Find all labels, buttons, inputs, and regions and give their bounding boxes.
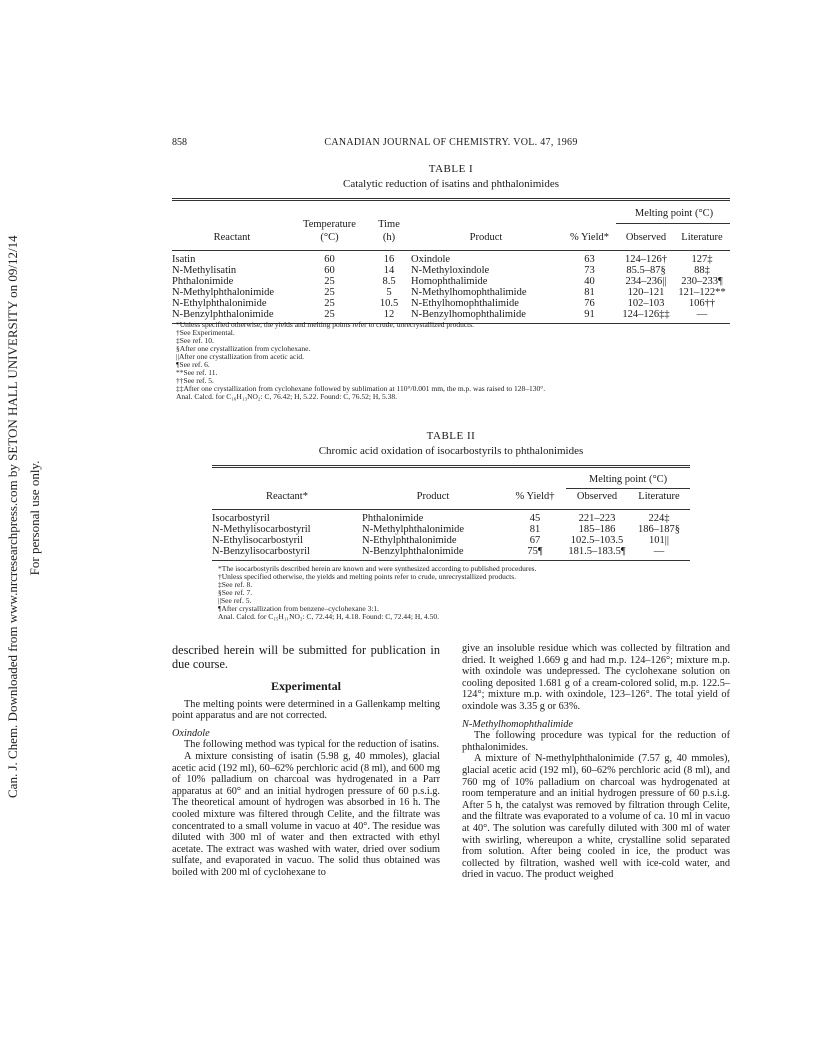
- journal-title: CANADIAN JOURNAL OF CHEMISTRY. VOL. 47, 1969: [324, 137, 578, 148]
- table1-footnote: Anal. Calcd. for C₁₆H₁₃NO₂: C, 76.42; H, 5.22. Found: C, 76.52; H, 5.38.: [176, 392, 397, 401]
- table1-cell-temp: 60: [324, 265, 335, 276]
- table2-footnote: ‡See ref. 8.: [218, 580, 253, 589]
- table1-cell-reactant: N-Methylisatin: [172, 265, 237, 276]
- table1-footnote: §After one crystallization from cyclohexane.: [176, 344, 311, 353]
- table1-row: [172, 298, 730, 309]
- table2-cell-yield: 67: [529, 535, 541, 546]
- table2-cell-yield: 75¶: [527, 546, 543, 557]
- table2-cell-observed: 185–186: [578, 524, 616, 535]
- oxindole-paragraph-2: A mixture consisting of isatin (5.98 g, 40 mmoles), glacial acetic acid (192 ml), 60–62% perchloric acid (8 ml), and 600 mg of 10% palladium on charcoal was hydrogenated in a Parr apparatus at 60° and an initial hydrogen pressure of 60 p.s.i.g. The theoretical amount of hydrogen was absorbed in 16 h. The cooled mixture was filtered through Celite, and the filtrate was concentrated to a small volume in vacuo at 40°. The residue was diluted with 300 ml of water and then extracted with ethyl acetate. The extract was washed with water, dried over sodium sulfate, and evaporated in vacuo. The solid thus obtained was boiled with 200 ml of cyclohexane to: [172, 750, 440, 878]
- table2-cell-reactant: N-Ethylisocarbostyril: [212, 535, 303, 546]
- table2: [212, 472, 690, 561]
- table2-footnote: ¶After crystallization from benzene–cyclohexane 3:1.: [218, 604, 380, 613]
- right-column: [462, 643, 730, 881]
- table1-cell-observed: 124–126†: [625, 254, 667, 265]
- table1-cell-yield: 63: [584, 254, 595, 265]
- table2-title-block: [172, 430, 730, 457]
- table2-cell-literature: 224‡: [648, 513, 670, 524]
- table1-footnote: **See ref. 11.: [176, 368, 218, 377]
- table1-caption: Catalytic reduction of isatins and phthalonimides: [343, 178, 559, 190]
- download-notice-line1: Can. J. Chem. Downloaded from www.nrcresearchpress.com by SETON HALL UNIVERSITY on 09/12/14: [5, 235, 20, 798]
- table2-header-literature: Literature: [638, 491, 680, 502]
- table1-row: [172, 276, 730, 287]
- table1-header-yield: % Yield*: [570, 232, 609, 243]
- table1-row: [172, 265, 730, 276]
- table2-cell-literature: 186–187§: [638, 524, 680, 535]
- table1-header-temperature-unit: (°C): [320, 232, 339, 243]
- table1-cell-yield: 73: [584, 265, 595, 276]
- table1-footnotes: [176, 321, 545, 401]
- table2-cell-yield: 81: [529, 524, 541, 535]
- table2-row: [212, 513, 690, 524]
- table1-cell-yield: 76: [584, 298, 595, 309]
- oxindole-heading: Oxindole: [172, 727, 210, 739]
- oxindole-paragraph-1: The following method was typical for the reduction of isatins.: [184, 739, 440, 751]
- table1-row: [172, 287, 730, 298]
- table1-cell-product: Oxindole: [411, 254, 451, 265]
- table2-footnote: *The isocarbostyrils described herein are known and were synthesized according to published procedures.: [218, 564, 537, 573]
- table2-cell-literature: 101||: [649, 535, 669, 546]
- table1-header-time: Time: [378, 219, 400, 230]
- table1-cell-product: N-Ethylhomophthalimide: [411, 298, 519, 309]
- table1-cell-temp: 25: [324, 298, 335, 309]
- table1-header-literature: Literature: [681, 232, 723, 243]
- table2-footnote: §See ref. 7.: [218, 588, 253, 597]
- table1-header-mp: Melting point (°C): [634, 208, 714, 219]
- table2-header-mp: Melting point (°C): [588, 474, 668, 485]
- table1-cell-literature: 121–122**: [678, 287, 726, 298]
- table2-row: [212, 535, 690, 546]
- table1-cell-time: 8.5: [382, 276, 396, 287]
- table2-label: TABLE II: [426, 430, 476, 442]
- table2-cell-reactant: N-Methylisocarbostyril: [212, 524, 311, 535]
- table1-header-reactant: Reactant: [213, 232, 251, 243]
- table1-row: [172, 309, 730, 320]
- table1-cell-reactant: Isatin: [172, 254, 196, 265]
- table1-cell-observed: 120–121: [627, 287, 665, 298]
- table1-cell-observed: 102–103: [627, 298, 665, 309]
- table2-cell-product: N-Methylphthalonimide: [362, 524, 465, 535]
- table2-cell-product: Phthalonimide: [362, 513, 424, 524]
- table1-header-product: Product: [469, 232, 503, 243]
- table1-cell-temp: 25: [324, 276, 335, 287]
- table1-label: TABLE I: [428, 163, 474, 175]
- table1-footnote: ||After one crystallization from acetic acid.: [176, 352, 304, 361]
- table1-cell-observed: 234–236||: [625, 276, 667, 287]
- table2-cell-observed: 221–223: [578, 513, 616, 524]
- nmh-paragraph-1: The following procedure was typical for the reduction of phthalonimides.: [462, 730, 730, 753]
- table1-cell-time: 14: [383, 265, 395, 276]
- table1-cell-yield: 91: [584, 309, 595, 320]
- table1-footnote: ‡See ref. 10.: [176, 336, 214, 345]
- table1: [172, 205, 730, 324]
- table1-footnote: ††See ref. 5.: [176, 376, 214, 385]
- table1-cell-reactant: Phthalonimide: [172, 276, 234, 287]
- table2-row: [212, 524, 690, 535]
- table1-cell-product: Homophthalimide: [411, 276, 488, 287]
- table1-cell-literature: —: [696, 309, 708, 320]
- table2-cell-product: N-Benzylphthalonimide: [362, 546, 464, 557]
- table1-footnote: *Unless specified otherwise, the yields and melting points refer to crude, unrecrystallized products.: [176, 320, 475, 329]
- table1-header-temperature: Temperature: [303, 219, 356, 230]
- table1-footnote: ¶See ref. 6.: [176, 360, 210, 369]
- table1-cell-reactant: N-Benzylphthalonimide: [172, 309, 274, 320]
- nmh-paragraph-2: A mixture of N-methylphthalonimide (7.57 g, 40 mmoles), glacial acetic acid (192 ml), 60–62% perchloric acid (8 ml), and 760 mg of 10% palladium on charcoal was hydrogenated at room temperature and an initial hydrogen pressure of 60 p.s.i.g. After 5 h, the catalyst was removed by filtration through Celite, and the filtrate was evaporated to a volume of ca. 10 ml in vacuo at 40°. The solution was carefully diluted with 300 ml of water with swirling, whereupon a white, crystalline solid separated from solution. After being cooled in ice, the product was collected by filtration, washed well with ice-cold water, and dried in vacuo. The product weighed: [462, 753, 730, 881]
- table1-cell-temp: 25: [324, 287, 335, 298]
- table1-cell-time: 12: [383, 309, 395, 320]
- table2-cell-observed: 102.5–103.5: [570, 535, 624, 546]
- table2-header-observed: Observed: [576, 491, 618, 502]
- experimental-text: The melting points were determined in a Gallenkamp melting point apparatus and are not corrected.: [172, 698, 440, 722]
- table1-title-block: [172, 163, 730, 190]
- table1-cell-literature: 106††: [688, 298, 716, 309]
- table2-cell-literature: —: [653, 546, 665, 557]
- table2-cell-yield: 45: [529, 513, 541, 524]
- table1-cell-observed: 85.5–87§: [626, 265, 666, 276]
- table1-cell-product: N-Methylhomophthalimide: [411, 287, 527, 298]
- table2-cell-reactant: Isocarbostyril: [212, 513, 270, 524]
- table2-cell-reactant: N-Benzylisocarbostyril: [212, 546, 310, 557]
- table2-header-reactant: Reactant*: [266, 491, 308, 502]
- table1-row: [172, 254, 730, 265]
- table1-cell-literature: 127‡: [691, 254, 713, 265]
- table1-cell-product: N-Methyloxindole: [411, 265, 490, 276]
- table1-cell-literature: 230–233¶: [681, 276, 723, 287]
- table1-cell-time: 5: [386, 287, 392, 298]
- page-number: 858: [172, 137, 187, 148]
- table2-header-yield: % Yield†: [515, 491, 555, 502]
- table1-cell-yield: 81: [584, 287, 595, 298]
- table1-cell-time: 10.5: [379, 298, 399, 309]
- table2-footnote: †Unless specified otherwise, the yields and melting points refer to crude, unrecrystallized products.: [218, 572, 517, 581]
- table2-footnote: Anal. Calcd. for C₁₅H₁₁NO₃: C, 72.44; H, 4.18. Found: C, 72.44; H, 4.50.: [218, 612, 439, 621]
- table2-cell-product: N-Ethylphthalonimide: [362, 535, 457, 546]
- table2-footnotes: [218, 565, 536, 621]
- table2-header-product: Product: [416, 491, 450, 502]
- continued-paragraph: give an insoluble residue which was collected by filtration and dried. It weighed 1.669 g and had m.p. 124–126°; mixture m.p. with oxindole was undepressed. The cyclohexane solution on cooling deposited 1.681 g of a cream-colored solid, m.p. 122.5–124°; mixture m.p. with oxindole, 123–126°. The total yield of oxindole was 3.35 g or 63%.: [462, 643, 730, 712]
- table1-cell-literature: 88‡: [694, 265, 710, 276]
- table2-cell-observed: 181.5–183.5¶: [568, 546, 626, 557]
- table2-top-rule: [212, 465, 690, 468]
- table1-cell-reactant: N-Ethylphthalonimide: [172, 298, 267, 309]
- table1-cell-yield: 40: [584, 276, 595, 287]
- table1-cell-time: 16: [383, 254, 395, 265]
- table1-footnote: †See Experimental.: [176, 328, 235, 337]
- intro-text: described herein will be submitted for publication in due course.: [172, 643, 440, 671]
- table1-cell-temp: 25: [324, 309, 335, 320]
- table1-cell-temp: 60: [324, 254, 335, 265]
- experimental-heading: Experimental: [271, 679, 341, 693]
- table2-caption: Chromic acid oxidation of isocarbostyrils to phthalonimides: [318, 445, 584, 457]
- table2-footnote: ||See ref. 5.: [218, 596, 252, 605]
- table2-row: [212, 546, 690, 557]
- download-notice-line2: For personal use only.: [27, 460, 42, 576]
- table1-cell-reactant: N-Methylphthalonimide: [172, 287, 275, 298]
- table1-footnote: ‡‡After one crystallization from cyclohexane followed by sublimation at 110°/0.001 mm, the m.p. was raised to 128–130°.: [176, 384, 546, 393]
- table1-top-rule: [172, 198, 730, 201]
- download-notice: [2, 235, 52, 798]
- table1-header-observed: Observed: [625, 232, 667, 243]
- table1-cell-product: N-Benzylhomophthalimide: [411, 309, 526, 320]
- nmh-heading: N-Methylhomophthalimide: [462, 718, 573, 730]
- table1-cell-observed: 124–126‡‡: [622, 309, 670, 320]
- left-column: [172, 643, 440, 879]
- table1-header-time-unit: (h): [382, 232, 396, 243]
